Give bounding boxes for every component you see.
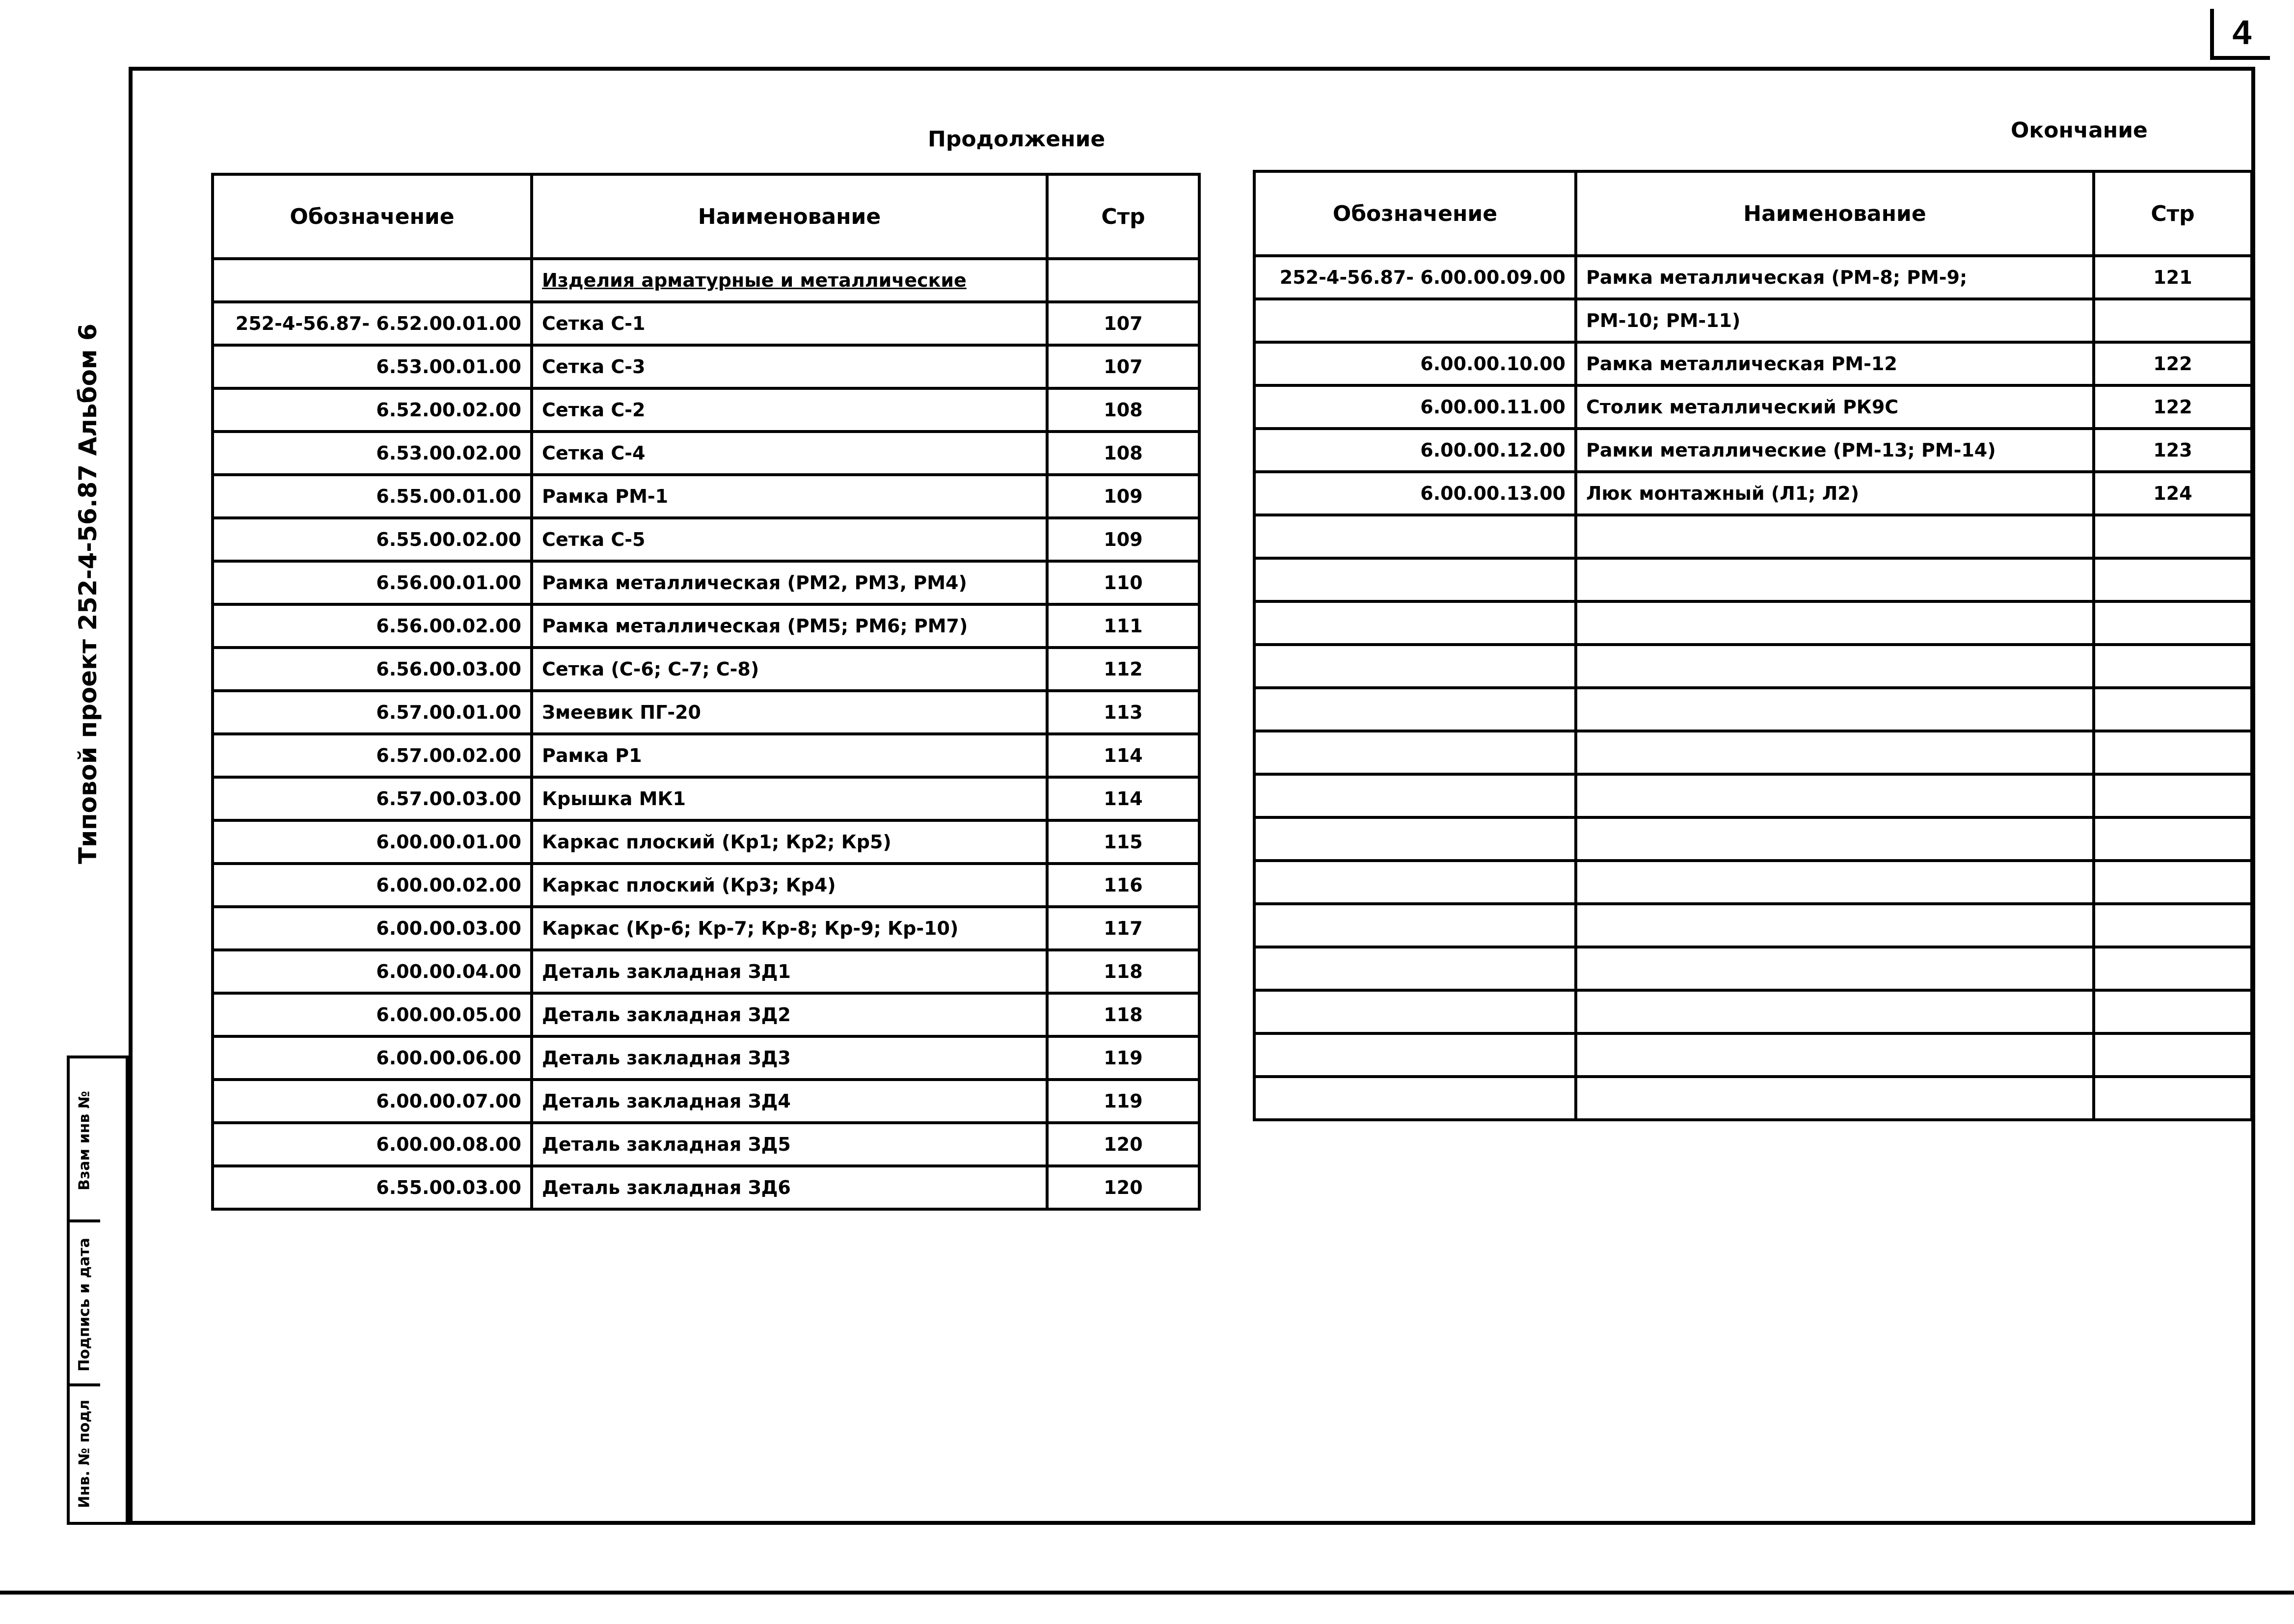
page-cell [2094, 1077, 2252, 1120]
page-number: 4 [2210, 9, 2270, 60]
table-row [213, 777, 1199, 820]
page-cell: 120 [1047, 1123, 1199, 1166]
name-cell: Каркас плоский (Кр3; Кр4) [532, 864, 1047, 907]
name-cell: Деталь закладная ЗД5 [532, 1123, 1047, 1166]
designation-cell: 6.00.00.06.00 [213, 1036, 532, 1080]
name-cell [1576, 990, 2094, 1033]
page-cell: 119 [1047, 1036, 1199, 1080]
designation-cell [1254, 515, 1576, 558]
stamp-label-inventory: Инв. № подл [76, 1400, 93, 1508]
stamp-cell-replacement [70, 1058, 100, 1222]
table-row [1254, 947, 2252, 990]
name-cell [1576, 774, 2094, 817]
page-cell: 124 [2094, 472, 2252, 515]
name-cell: Каркас (Кр-6; Кр-7; Кр-8; Кр-9; Кр-10) [532, 907, 1047, 950]
designation-cell: 6.52.00.02.00 [213, 388, 532, 432]
table-row [1254, 688, 2252, 731]
page-cell [2094, 299, 2252, 342]
column-header-designation: Обозначение [213, 174, 532, 259]
name-cell [1576, 817, 2094, 861]
name-cell: Рамка металлическая (РМ-8; РМ-9; [1576, 256, 2094, 299]
designation-cell [1254, 601, 1576, 645]
designation-cell: 6.55.00.02.00 [213, 518, 532, 561]
designation-cell [1254, 817, 1576, 861]
name-cell: Змеевик ПГ-20 [532, 691, 1047, 734]
table-row [1254, 342, 2252, 385]
table-row [1254, 990, 2252, 1033]
table-row [1254, 774, 2252, 817]
name-cell [1576, 645, 2094, 688]
designation-cell [1254, 861, 1576, 904]
designation-cell: 6.57.00.03.00 [213, 777, 532, 820]
table-row [213, 950, 1199, 993]
designation-cell: 6.53.00.02.00 [213, 432, 532, 475]
right-table-header [1254, 171, 2252, 256]
table-row [1254, 601, 2252, 645]
designation-cell: 6.00.00.02.00 [213, 864, 532, 907]
stamp-label-signature: Подпись и дата [76, 1238, 93, 1372]
table-row [213, 1080, 1199, 1123]
table-row [213, 388, 1199, 432]
stamp-label-replacement: Взам инв № [76, 1091, 93, 1191]
designation-cell [1254, 1077, 1576, 1120]
name-cell: Столик металлический РК9С [1576, 385, 2094, 429]
name-cell [1576, 688, 2094, 731]
page-cell: 109 [1047, 518, 1199, 561]
name-cell: Крышка МК1 [532, 777, 1047, 820]
table-row [213, 907, 1199, 950]
column-header-page: Стр [1047, 174, 1199, 259]
name-cell: Сетка С-3 [532, 345, 1047, 388]
page-cell: 110 [1047, 561, 1199, 604]
name-cell [1576, 515, 2094, 558]
designation-cell [1254, 990, 1576, 1033]
left-table-header [213, 174, 1199, 259]
designation-cell: 6.55.00.01.00 [213, 475, 532, 518]
designation-cell: 6.55.00.03.00 [213, 1166, 532, 1209]
table-row [213, 345, 1199, 388]
stamp-strip [67, 1056, 129, 1525]
group-page-cell [1047, 259, 1199, 302]
page-cell: 118 [1047, 950, 1199, 993]
designation-cell [1254, 731, 1576, 774]
designation-cell: 6.00.00.01.00 [213, 820, 532, 864]
page-cell [2094, 990, 2252, 1033]
table-row [213, 1166, 1199, 1209]
page-cell: 108 [1047, 388, 1199, 432]
designation-cell [1254, 774, 1576, 817]
page-cell: 107 [1047, 302, 1199, 345]
table-row [213, 604, 1199, 648]
table-row [213, 432, 1199, 475]
stamp-cell-signature [70, 1222, 100, 1386]
right-spec-table [1253, 170, 2253, 1121]
table-row [213, 734, 1199, 777]
name-cell [1576, 731, 2094, 774]
page-cell: 123 [2094, 429, 2252, 472]
name-cell: Рамка РМ-1 [532, 475, 1047, 518]
group-title: Изделия арматурные и металлические [532, 259, 1047, 302]
name-cell: Сетка С-5 [532, 518, 1047, 561]
table-row [1254, 385, 2252, 429]
name-cell [1576, 1077, 2094, 1120]
page-cell: 122 [2094, 385, 2252, 429]
page-cell [2094, 1033, 2252, 1077]
page-cell: 119 [1047, 1080, 1199, 1123]
table-row [1254, 904, 2252, 947]
name-cell: Рамка металлическая РМ-12 [1576, 342, 2094, 385]
page-cell: 118 [1047, 993, 1199, 1036]
designation-cell [1254, 688, 1576, 731]
designation-cell: 6.00.00.12.00 [1254, 429, 1576, 472]
designation-cell: 6.00.00.07.00 [213, 1080, 532, 1123]
designation-cell [1254, 904, 1576, 947]
name-cell [1576, 861, 2094, 904]
name-cell: Сетка С-2 [532, 388, 1047, 432]
designation-cell: 6.00.00.03.00 [213, 907, 532, 950]
designation-cell: 6.57.00.02.00 [213, 734, 532, 777]
page-cell [2094, 515, 2252, 558]
table-row [213, 561, 1199, 604]
designation-cell: 6.57.00.01.00 [213, 691, 532, 734]
page-cell [2094, 774, 2252, 817]
name-cell: Каркас плоский (Кр1; Кр2; Кр5) [532, 820, 1047, 864]
table-row [213, 518, 1199, 561]
table-row [213, 864, 1199, 907]
table-row [213, 993, 1199, 1036]
designation-cell [1254, 645, 1576, 688]
name-cell: Рамки металлические (РМ-13; РМ-14) [1576, 429, 2094, 472]
page-cell [2094, 947, 2252, 990]
page-cell: 113 [1047, 691, 1199, 734]
left-spec-table [211, 173, 1201, 1211]
table-row [213, 691, 1199, 734]
name-cell [1576, 601, 2094, 645]
group-row [213, 259, 1199, 302]
column-header-name: Наименование [1576, 171, 2094, 256]
designation-cell [1254, 947, 1576, 990]
page-cell [2094, 558, 2252, 601]
designation-cell: 6.00.00.11.00 [1254, 385, 1576, 429]
table-row [1254, 256, 2252, 299]
page-cell: 114 [1047, 777, 1199, 820]
designation-cell: 6.56.00.01.00 [213, 561, 532, 604]
name-cell: Деталь закладная ЗД6 [532, 1166, 1047, 1209]
name-cell [1576, 1033, 2094, 1077]
page-cell: 114 [1047, 734, 1199, 777]
designation-cell: 252-4-56.87- 6.00.00.09.00 [1254, 256, 1576, 299]
table-row [1254, 515, 2252, 558]
name-cell: Сетка С-1 [532, 302, 1047, 345]
table-row [213, 1123, 1199, 1166]
name-cell [1576, 947, 2094, 990]
page-cell [2094, 861, 2252, 904]
side-caption: Типовой проект 252-4-56.87 Альбом 6 [74, 324, 102, 864]
name-cell: РМ-10; РМ-11) [1576, 299, 2094, 342]
designation-cell: 6.00.00.04.00 [213, 950, 532, 993]
right-table-heading: Окончание [2011, 118, 2148, 143]
page-cell: 108 [1047, 432, 1199, 475]
designation-cell: 6.53.00.01.00 [213, 345, 532, 388]
designation-cell: 6.00.00.08.00 [213, 1123, 532, 1166]
page-cell [2094, 904, 2252, 947]
page-cell: 122 [2094, 342, 2252, 385]
table-row [1254, 645, 2252, 688]
column-header-name: Наименование [532, 174, 1047, 259]
designation-cell [1254, 1033, 1576, 1077]
page-cell: 120 [1047, 1166, 1199, 1209]
page-cell [2094, 817, 2252, 861]
designation-cell: 6.00.00.05.00 [213, 993, 532, 1036]
name-cell: Деталь закладная ЗД4 [532, 1080, 1047, 1123]
bottom-rule [0, 1591, 2294, 1595]
page-cell: 116 [1047, 864, 1199, 907]
designation-cell [1254, 299, 1576, 342]
name-cell: Деталь закладная ЗД2 [532, 993, 1047, 1036]
column-header-designation: Обозначение [1254, 171, 1576, 256]
page-cell: 109 [1047, 475, 1199, 518]
name-cell: Деталь закладная ЗД1 [532, 950, 1047, 993]
table-row [1254, 1077, 2252, 1120]
table-row [1254, 731, 2252, 774]
table-row [213, 1036, 1199, 1080]
table-row [213, 475, 1199, 518]
name-cell: Рамка Р1 [532, 734, 1047, 777]
table-row [1254, 558, 2252, 601]
left-table-heading: Продолжение [928, 127, 1106, 152]
stamp-cell-inventory [70, 1386, 100, 1522]
name-cell: Рамка металлическая (РМ2, РМ3, РМ4) [532, 561, 1047, 604]
page-cell [2094, 731, 2252, 774]
table-row [1254, 1033, 2252, 1077]
page-cell: 112 [1047, 648, 1199, 691]
name-cell: Сетка (С-6; С-7; С-8) [532, 648, 1047, 691]
table-row [1254, 817, 2252, 861]
designation-cell: 6.56.00.03.00 [213, 648, 532, 691]
name-cell: Деталь закладная ЗД3 [532, 1036, 1047, 1080]
page-cell: 111 [1047, 604, 1199, 648]
page-cell: 115 [1047, 820, 1199, 864]
page-cell [2094, 688, 2252, 731]
page-cell: 117 [1047, 907, 1199, 950]
designation-cell: 6.56.00.02.00 [213, 604, 532, 648]
page-cell [2094, 601, 2252, 645]
table-row [213, 820, 1199, 864]
name-cell [1576, 904, 2094, 947]
table-row [1254, 299, 2252, 342]
page-cell: 121 [2094, 256, 2252, 299]
table-row [1254, 472, 2252, 515]
designation-cell: 6.00.00.10.00 [1254, 342, 1576, 385]
table-row [1254, 429, 2252, 472]
name-cell: Рамка металлическая (РМ5; РМ6; РМ7) [532, 604, 1047, 648]
name-cell: Сетка С-4 [532, 432, 1047, 475]
page-cell [2094, 645, 2252, 688]
name-cell: Люк монтажный (Л1; Л2) [1576, 472, 2094, 515]
name-cell [1576, 558, 2094, 601]
designation-cell [1254, 558, 1576, 601]
page-cell: 107 [1047, 345, 1199, 388]
column-header-page: Стр [2094, 171, 2252, 256]
table-row [1254, 861, 2252, 904]
designation-cell: 6.00.00.13.00 [1254, 472, 1576, 515]
designation-cell: 252-4-56.87- 6.52.00.01.00 [213, 302, 532, 345]
table-row [213, 302, 1199, 345]
group-code-cell [213, 259, 532, 302]
table-row [213, 648, 1199, 691]
